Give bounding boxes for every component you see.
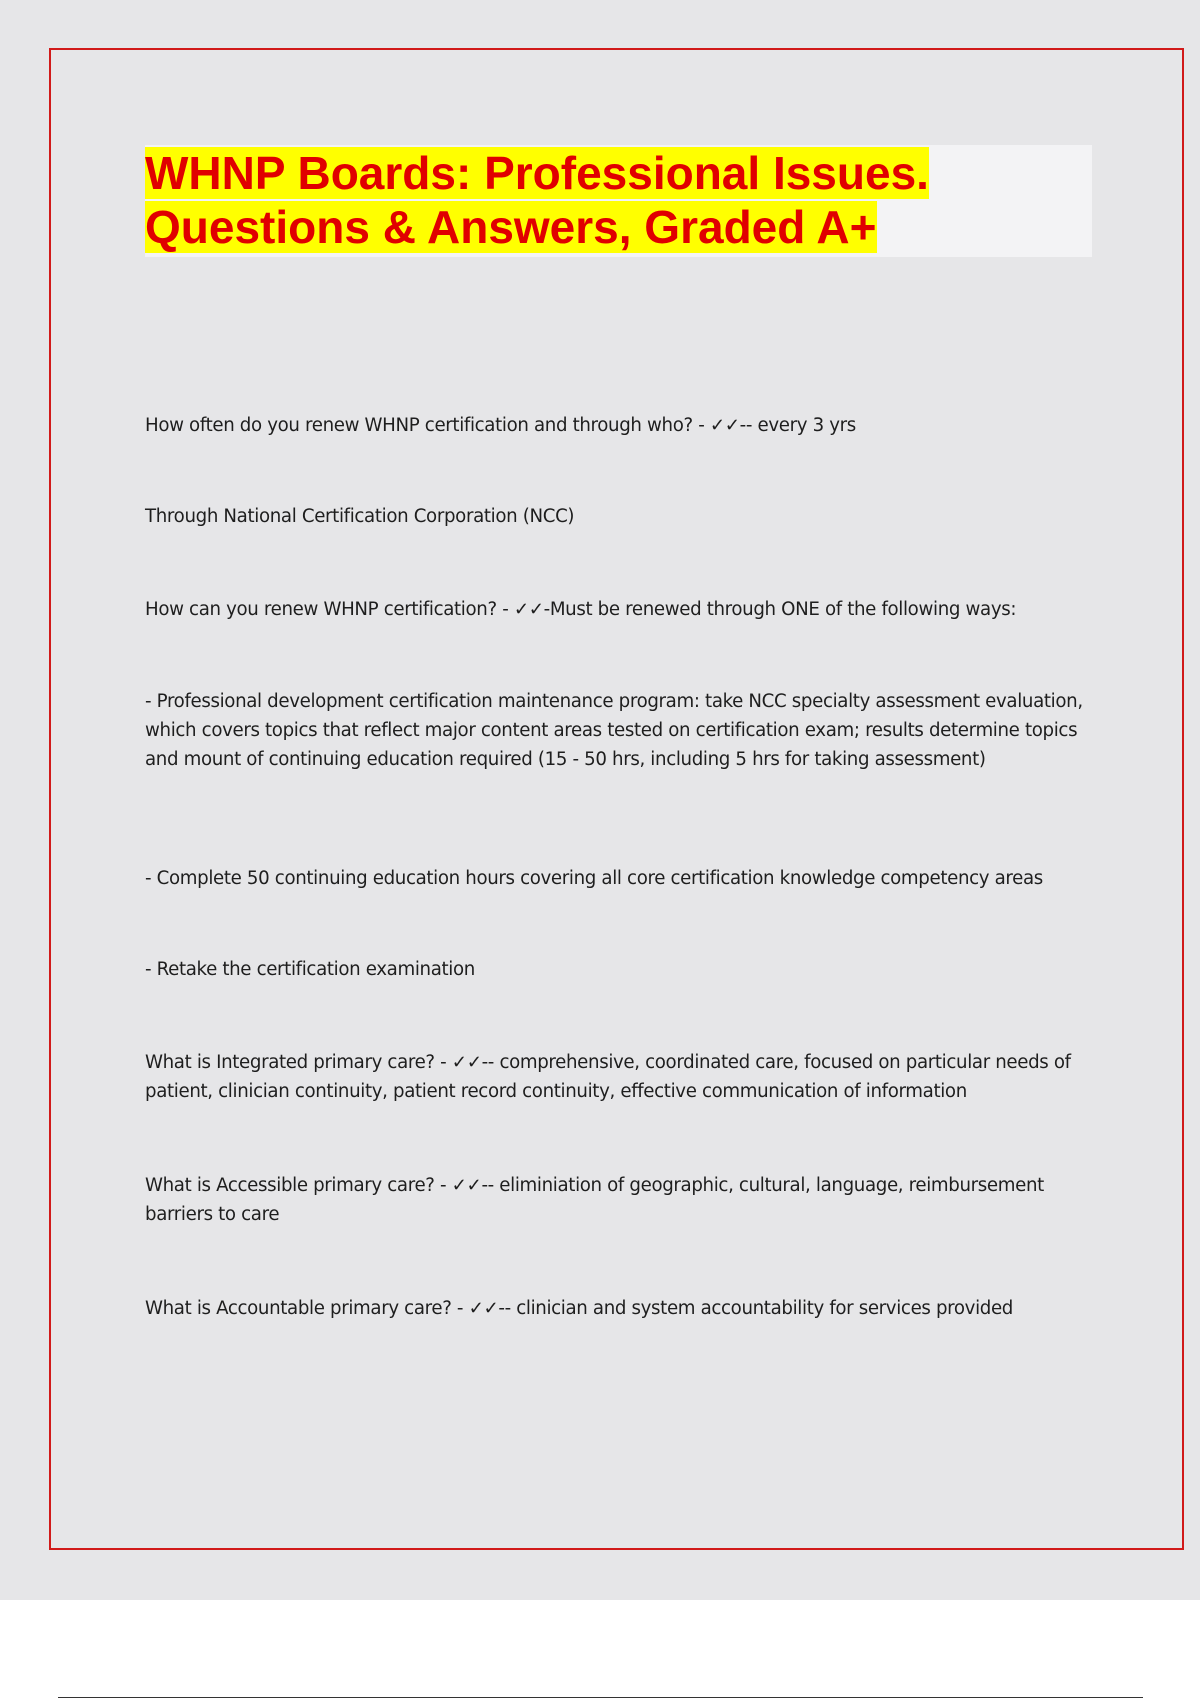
option-continuing-education: - Complete 50 continuing education hours covering all core certification knowledge competency areas bbox=[145, 868, 1043, 889]
question-renew-method: How can you renew WHNP certification? - ✓✓-Must be renewed through ONE of the following ways: bbox=[145, 599, 1017, 620]
page-border-frame bbox=[49, 48, 1184, 1550]
question-accessible-care: What is Accessible primary care? - ✓✓-- eliminiation of geographic, cultural, language, reimbursement barriers to care bbox=[145, 1175, 1044, 1225]
question-renew-frequency: How often do you renew WHNP certification and through who? - ✓✓-- every 3 yrs bbox=[145, 415, 856, 436]
question-integrated-care: What is Integrated primary care? - ✓✓-- comprehensive, coordinated care, focused on particular needs of patient, clinician continuity, patient record continuity, effective communication of information bbox=[145, 1052, 1071, 1102]
option-retake-exam: - Retake the certification examination bbox=[145, 959, 475, 980]
answer-ncc: Through National Certification Corporation (NCC) bbox=[145, 506, 575, 527]
title-line-2: Questions & Answers, Graded A+ bbox=[145, 201, 877, 253]
option-professional-development: - Professional development certification maintenance program: take NCC specialty assessment evaluation, which covers topics that reflect major content areas tested on certification exam; results determine topics and mount of continuing education required (15 - 50 hrs, including 5 hrs for taking assessment) bbox=[145, 691, 1083, 770]
footer-divider bbox=[58, 1697, 1143, 1698]
document-title bbox=[145, 146, 1045, 254]
title-line-1: WHNP Boards: Professional Issues. bbox=[145, 147, 929, 199]
question-accountable-care: What is Accountable primary care? - ✓✓-- clinician and system accountability for services provided bbox=[145, 1298, 1014, 1319]
